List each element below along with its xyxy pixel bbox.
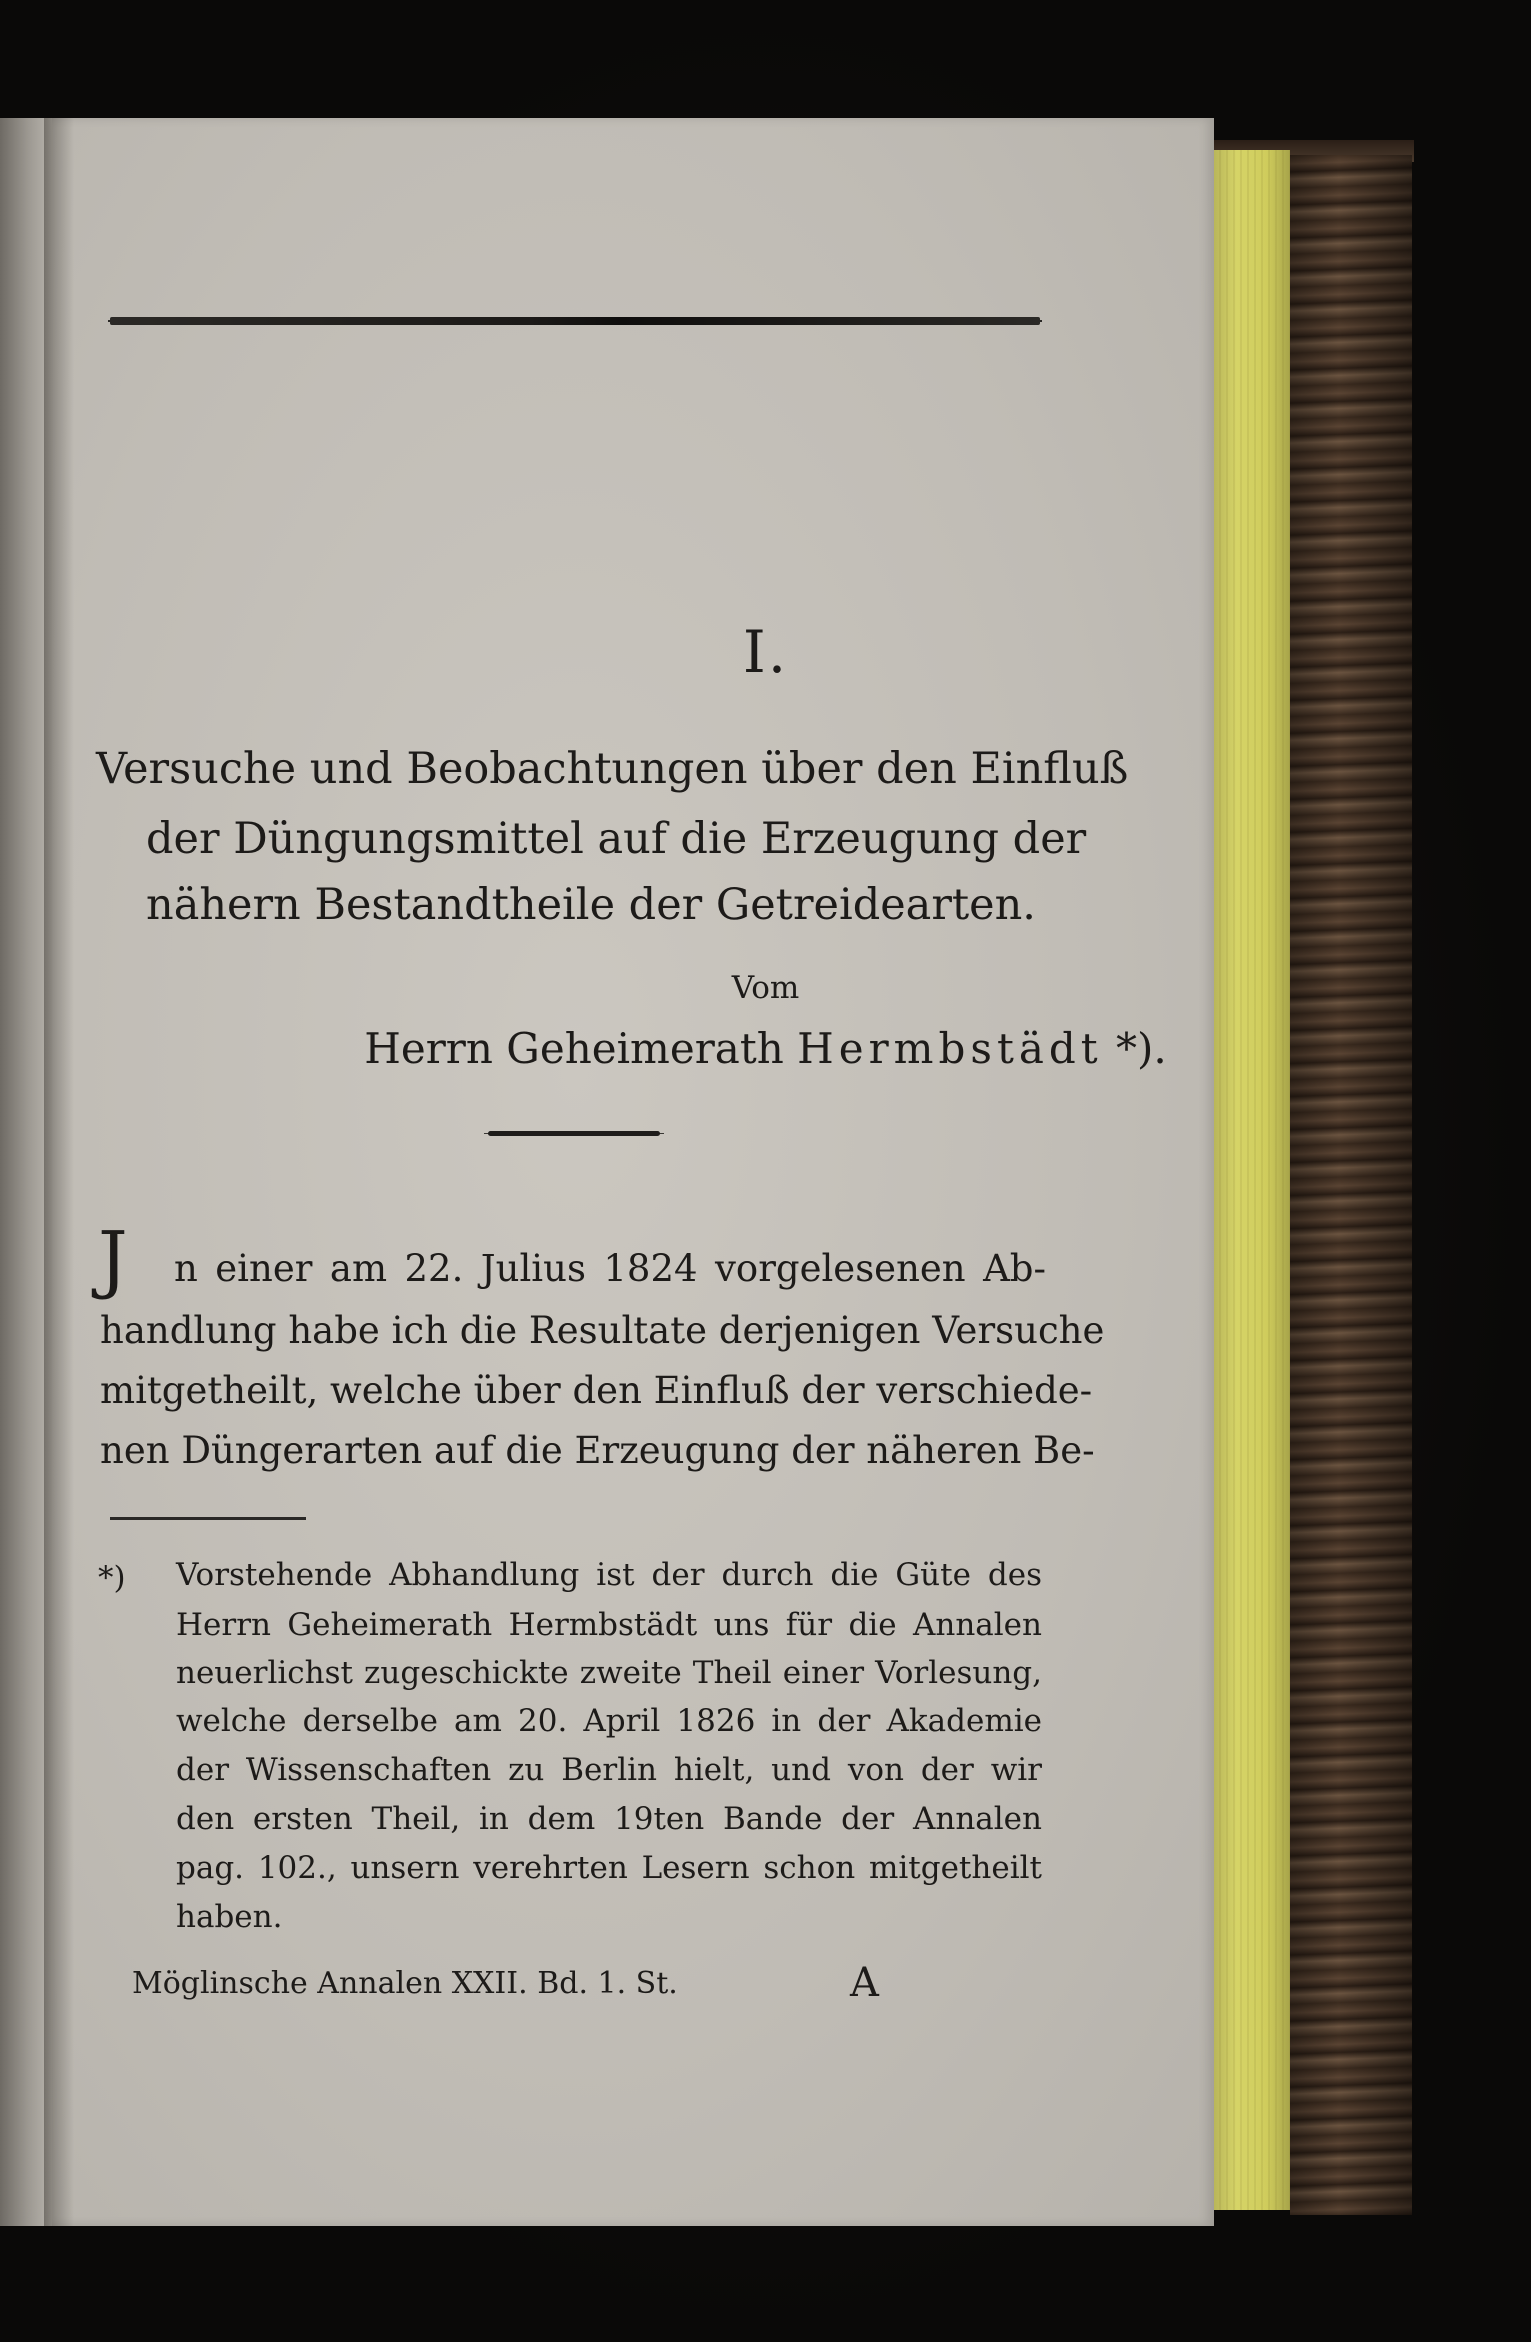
drop-cap: J: [98, 1216, 128, 1302]
author-name: Hermbstädt: [797, 1024, 1103, 1073]
body-line-1: n einer am 22. Julius 1824 vorgelesenen Ab-: [174, 1247, 1046, 1290]
footnote-mark: *): [98, 1560, 126, 1596]
title-line-3: nähern Bestandtheile der Getreidearten.: [146, 880, 1036, 930]
section-number: I.: [742, 618, 789, 686]
footnote-line-3: neuerlichst zugeschickte zweite Theil einer Vorlesung,: [176, 1655, 1042, 1691]
title-line-2: der Düngungsmittel auf die Erzeugung der: [146, 814, 1087, 864]
section-divider: [488, 1131, 660, 1136]
footnote-line-4: welche derselbe am 20. April 1826 in der Akademie: [176, 1703, 1042, 1739]
author-footnote-ref: *).: [1116, 1024, 1167, 1073]
header-rule: [110, 317, 1040, 325]
footnote-line-1: Vorstehende Abhandlung ist der durch die Güte des: [176, 1557, 1042, 1593]
footnote-line-2: Herrn Geheimerath Hermbstädt uns für die Annalen: [176, 1607, 1042, 1643]
footnote-pag: pag.: [176, 1850, 245, 1886]
author-line: [0, 1024, 1531, 1073]
byline-vom: Vom: [731, 970, 800, 1006]
footnote-rule: [110, 1517, 306, 1520]
body-line-4: nen Düngerarten auf die Erzeugung der näheren Be-: [100, 1429, 1095, 1472]
author-prefix: Herrn Geheimerath: [364, 1024, 784, 1073]
footnote-line-5: der Wissenschaften zu Berlin hielt, und von der wir: [176, 1752, 1042, 1788]
footnote-line-7: [176, 1850, 1042, 1886]
signature-mark: A: [850, 1960, 879, 2006]
foredge-texture: [1214, 150, 1290, 2210]
gutter-shadow: [44, 118, 74, 2226]
footnote-line-8: haben.: [176, 1899, 283, 1935]
body-line-2: handlung habe ich die Resultate derjenigen Versuche: [100, 1309, 1105, 1352]
title-line-1: Versuche und Beobachtungen über den Einfluß: [96, 744, 1129, 794]
footnote-line-6: den ersten Theil, in dem 19ten Bande der Annalen: [176, 1801, 1042, 1837]
cover-shading: [1290, 155, 1412, 2215]
footnote-line-7-rest: 102., unsern verehrten Lesern schon mitgetheilt: [257, 1850, 1042, 1886]
signature-line: Möglinsche Annalen XXII. Bd. 1. St.: [132, 1966, 678, 2001]
body-line-3: mitgetheilt, welche über den Einfluß der verschiede-: [100, 1369, 1093, 1412]
